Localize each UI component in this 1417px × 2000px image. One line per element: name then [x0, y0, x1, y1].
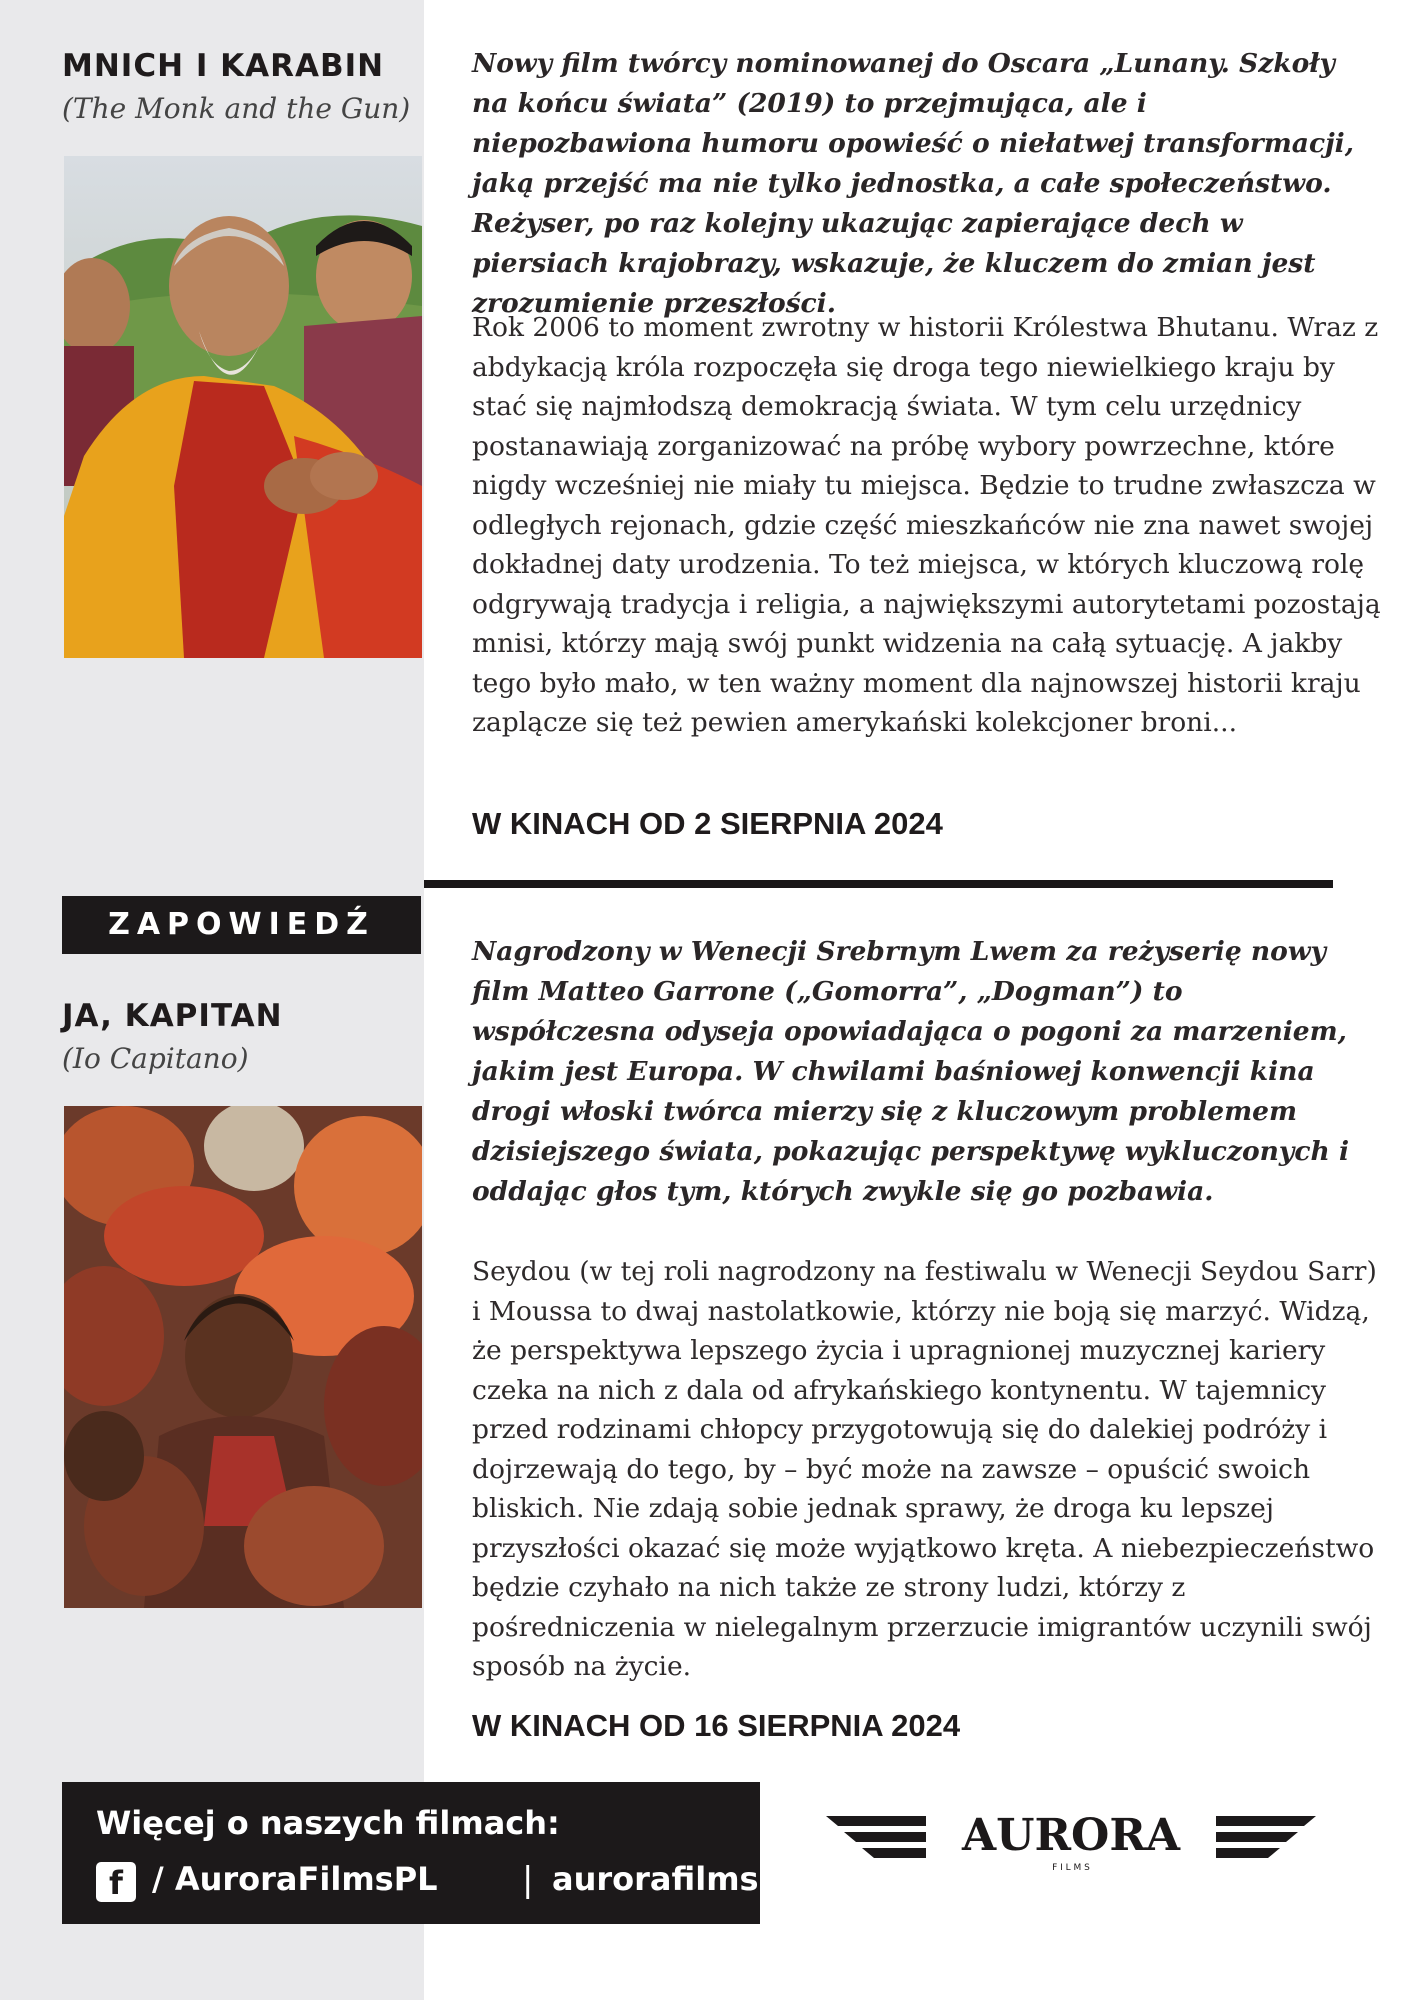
facebook-handle-link[interactable]: / AuroraFilmsPL: [152, 1860, 438, 1898]
film-body-text: Seydou (w tej roli nagrodzony na festiwalu w Wenecji Seydou Sarr) i Moussa to dwaj nastolatkowie, którzy nie boją się marzyć. Widzą, że perspektywa lepszego życia i upragnionej muzycznej kariery czeka na nich z dala od afrykańskiego kontynentu. W tajemnicy przed rodzinami chłopcy przygotowują się do dalekiej podróży i dojrzewają do tego, by – być może na zawsze – opuścić swoich bliskich. Nie zdają sobie jednak sprawy, że droga ku lepszej przyszłości okazać się może wyjątkowo kręta. A niebezpieczeństwo będzie czyhało na nich także ze strony ludzi, którzy z pośredniczenia w nielegalnym przerzucie imigrantów uczynili swój sposób na życie.: [472, 1256, 1377, 1682]
film-lead-text: Nagrodzony w Wenecji Srebrnym Lwem za reżyserię nowy film Matteo Garrone („Gomorra”, „Dogman”) to współczesna odyseja opowiadająca o pogoni za marzeniem, jakim jest Europa. W chwilami baśniowej konwencji kina drogi włoski twórca mierzy się z kluczowym problemem dzisiejszego świata, pokazując perspektywę wykluczonych i oddając głos tym, których zwykle się go pozbawia.: [472, 936, 1350, 1207]
section-divider: [424, 880, 1333, 888]
film-body-text: Rok 2006 to moment zwrotny w historii Królestwa Bhutanu. Wraz z abdykacją króla rozpoczęła się droga tego niewielkiego kraju by stać się najmłodszą demokracją świata. W tym celu urzędnicy postanawiają zorganizować na próbę wybory powrzechne, które nigdy wcześniej nie miały tu miejsca. Będzie to trudne zwłaszcza w odległych rejonach, gdzie część mieszkańców nie zna nawet swojej dokładnej daty urodzenia. To też miejsca, w których kluczową rolę odgrywają tradycja i religia, a największymi autorytetami pozostają mnisi, którzy mają swój punkt widzenia na całą sytuację. A jakby tego było mało, w ten ważny moment dla najnowszej historii kraju zaplącze się też pewien amerykański kolekcjoner broni...: [472, 312, 1381, 738]
film-title-mnich-i-karabin: MNICH I KARABIN: [62, 48, 385, 84]
film-lead-text: Nowy film twórcy nominowanej do Oscara „Lunany. Szkoły na końcu świata” (2019) to przejmująca, ale i niepozbawiona humoru opowieść o niełatwej transformacji, jaką przejść ma nie tylko jednostka, a całe społeczeństwo. Reżyser, po raz kolejny ukazując zapierające dech w piersiach krajobrazy, wskazuje, że kluczem do zmian jest zrozumienie przeszłości.: [472, 48, 1354, 319]
preview-badge: ZAPOWIEDŹ: [62, 896, 421, 954]
monk-photo-illustration: [64, 156, 422, 658]
facebook-glyph: f: [109, 1864, 123, 1902]
facebook-icon[interactable]: [96, 1862, 136, 1902]
footer-title: Więcej o naszych filmach:: [96, 1804, 560, 1842]
footer-separator: |: [522, 1860, 534, 1900]
film-still-crowd: [64, 1106, 422, 1608]
crowd-photo-illustration: [64, 1106, 422, 1608]
film-still-monk: [64, 156, 422, 658]
film-title-ja-kapitan: JA, KAPITAN: [62, 998, 283, 1034]
film-original-title: (Io Capitano): [62, 1042, 249, 1075]
release-date: W KINACH OD 16 SIERPNIA 2024: [472, 1708, 961, 1743]
footer-contact-box: [62, 1782, 805, 1924]
aurora-winged-logo: [826, 1806, 1316, 1876]
logo-subtext: F I L M S: [1052, 1863, 1090, 1873]
logo-wordmark: AURORA: [961, 1810, 1181, 1861]
film-original-title: (The Monk and the Gun): [62, 92, 411, 125]
release-date: W KINACH OD 2 SIERPNIA 2024: [472, 806, 943, 841]
website-link[interactable]: aurorafilms.pl: [552, 1860, 805, 1898]
